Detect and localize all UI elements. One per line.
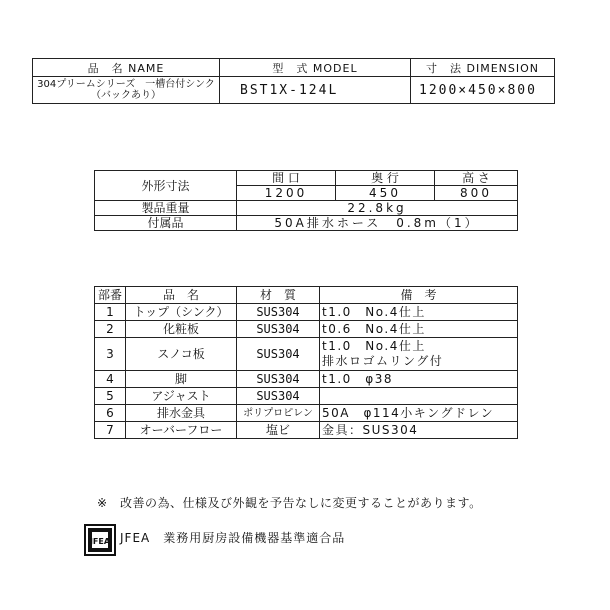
table-row (95, 422, 518, 439)
table-row (95, 338, 518, 371)
jfea-logo-icon (84, 524, 116, 556)
part-name: 排水金具 (126, 405, 237, 422)
dimension-header: 寸 法 DIMENSION (411, 59, 555, 77)
height-value: 800 (435, 186, 518, 201)
part-remark-cell (320, 338, 518, 371)
table-row (95, 304, 518, 321)
part-remark: t1.0 No.4仕上 (322, 339, 426, 353)
height-header: 高 さ (435, 171, 518, 186)
depth-header: 奥 行 (336, 171, 435, 186)
part-material: SUS304 (237, 388, 320, 405)
part-name: 脚 (126, 371, 237, 388)
part-no: 6 (95, 405, 126, 422)
svg-text:JFEA: JFEA (89, 537, 111, 546)
model-header: 型 式 MODEL (220, 59, 411, 77)
weight-label: 製品重量 (95, 201, 237, 216)
table-row (95, 371, 518, 388)
part-no: 3 (95, 338, 126, 371)
part-remark: t1.0 φ38 (320, 371, 518, 388)
part-no: 2 (95, 321, 126, 338)
part-name: アジャスト (126, 388, 237, 405)
weight-value: 22.8kg (237, 201, 518, 216)
remarks-header: 備 考 (320, 287, 518, 304)
disclaimer-note: ※ 改善の為、仕様及び外観を予告なしに変更することがあります。 (97, 496, 482, 510)
product-header-table (32, 58, 555, 104)
part-remark: 金具：SUS304 (320, 422, 518, 439)
part-no: 1 (95, 304, 126, 321)
parts-table (94, 286, 518, 439)
product-name-line2: （バックあり） (91, 90, 161, 101)
depth-value: 450 (336, 186, 435, 201)
part-name: 化粧板 (126, 321, 237, 338)
part-name: トップ（シンク） (126, 304, 237, 321)
product-name-cell (33, 77, 220, 104)
table-row (95, 321, 518, 338)
dimension-value: 1200×450×800 (411, 77, 555, 104)
part-name: オーバーフロー (126, 422, 237, 439)
width-value: 1200 (237, 186, 336, 201)
part-material: SUS304 (237, 371, 320, 388)
part-no: 7 (95, 422, 126, 439)
part-material: SUS304 (237, 321, 320, 338)
table-row (95, 405, 518, 422)
part-remark (320, 388, 518, 405)
part-no: 4 (95, 371, 126, 388)
part-material: ポリプロピレン (237, 405, 320, 422)
part-name-header: 品 名 (126, 287, 237, 304)
part-material: SUS304 (237, 304, 320, 321)
part-material: 塩ビ (237, 422, 320, 439)
table-row (95, 388, 518, 405)
specs-table (94, 170, 518, 231)
outer-dimension-label: 外形寸法 (95, 171, 237, 201)
product-name-line1: 304プリームシリーズ 一槽台付シンク (37, 79, 215, 90)
part-remark: 50A φ114小キングドレン (320, 405, 518, 422)
part-no: 5 (95, 388, 126, 405)
part-no-header: 部番 (95, 287, 126, 304)
part-material: SUS304 (237, 338, 320, 371)
part-remark: t0.6 No.4仕上 (320, 321, 518, 338)
accessories-value: 50A排水ホース 0.8m（1） (237, 216, 518, 231)
name-header: 品 名 NAME (33, 59, 220, 77)
model-value: BST1X-124L (220, 77, 411, 104)
part-name: スノコ板 (126, 338, 237, 371)
part-remark: t1.0 No.4仕上 (320, 304, 518, 321)
material-header: 材 質 (237, 287, 320, 304)
accessories-label: 付属品 (95, 216, 237, 231)
width-header: 間 口 (237, 171, 336, 186)
part-remark-2: 排水ロゴムリング付 (322, 354, 444, 368)
jfea-compliance-text: JFEA 業務用厨房設備機器基準適合品 (120, 531, 346, 545)
